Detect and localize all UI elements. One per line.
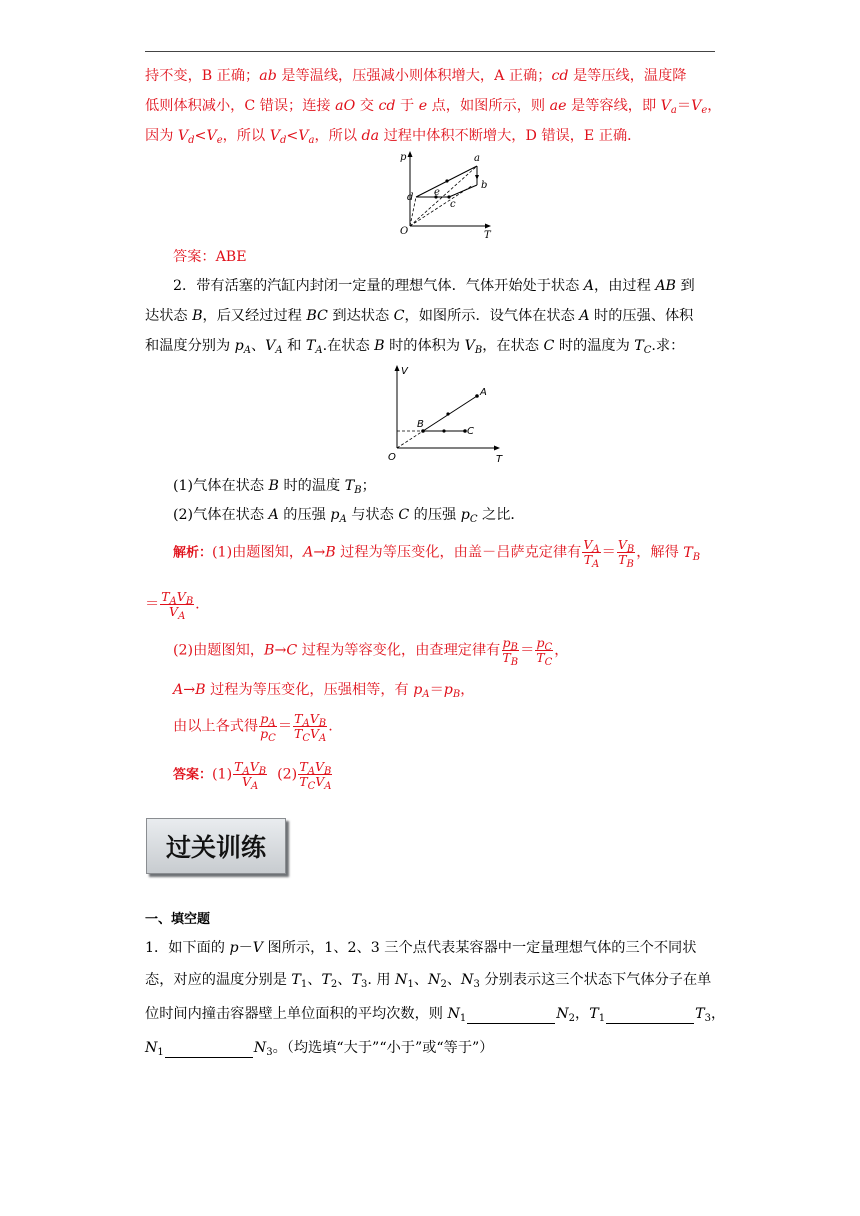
origin-label: O — [400, 226, 409, 237]
part-heading: 一、填空题 — [145, 912, 211, 927]
blank-1[interactable] — [467, 1009, 555, 1024]
prev-solution-line-3: 因为 $V_d<V_e$，所以 $V_d<V_a$，所以 da 过程中体积不断增大，D 错误，E 正确． — [145, 128, 642, 146]
origin-label: O — [388, 452, 396, 463]
prev-solution-line-1: 持不变，B 正确；ab 是等温线，压强减小则体积增大，A 正确；cd 是等压线，温度降 — [145, 68, 687, 84]
q1-line-1: 1．如下面的 p－V 图所示，1、2、3 三个点代表某容器中一定量理想气体的三个不同状 — [145, 940, 697, 956]
blank-3[interactable] — [165, 1043, 253, 1058]
q1-line-3: 位时间内撞击容器壁上单位面积的平均次数，则 $N_1$ $N_2$，$T_1$ $T_3$， — [145, 1006, 726, 1024]
point-label-B: B — [417, 419, 424, 430]
prev-answer: 答案：ABE — [173, 249, 247, 265]
point-label-C: C — [467, 426, 474, 437]
blank-2[interactable] — [606, 1009, 694, 1024]
pt-diagram — [392, 148, 502, 240]
q2-sub-2: (2)气体在状态 A 的压强 $p_A$ 与状态 C 的压强 $p_C$ 之比． — [173, 507, 525, 525]
q2-line-3: 和温度分别为 $p_A$、$V_A$ 和 $T_A$.在状态 B 时的体积为 $V_B$，在状态 C 时的温度为 $T_C$.求： — [145, 338, 685, 356]
q1-line-2: 态，对应的温度分别是 $T_1$、$T_2$、$T_3$. 用 $N_1$、$N_2$、$N_3$ 分别表示这三个状态下气体分子在单 — [145, 972, 712, 990]
point-label-A: A — [480, 387, 487, 398]
header-rule — [145, 51, 715, 52]
point-label-d: d — [407, 192, 414, 203]
q2-sub-1: (1)气体在状态 B 时的温度 $T_B$； — [173, 478, 376, 496]
solution-line-3: A→B 过程为等压变化，压强相等，有 $p_A=p_B$， — [173, 682, 475, 700]
solution-line-4: 由以上各式得 $\frac{p_A}{p_C}$ ＝ $\frac{T_AV_B}{T_CV_A}$ . — [173, 711, 333, 744]
q1-line-4: $N_1$ $N_3$。（均选填“大于”“小于”或“等于”） — [145, 1040, 494, 1058]
axis-label-T: T — [496, 454, 503, 465]
q2-line-1: 2．带有活塞的汽缸内封闭一定量的理想气体．气体开始处于状态 A，由过程 AB 到 — [173, 278, 695, 294]
solution-line-1: 解析：(1)由题图知，A→B 过程为等压变化，由盖－吕萨克定律有 $\frac{V_A}{T_A}$ ＝ $\frac{V_B}{T_B}$ ，解得 $T_B$ — [173, 537, 701, 570]
solution-line-2: (2)由题图知，B→C 过程为等容变化，由查理定律有 $\frac{p_B}{T_B}$ ＝ $\frac{p_C}{T_C}$ ， — [173, 635, 569, 668]
axis-label-p: p — [400, 152, 407, 163]
solution-line-1-cont: ＝ $\frac{T_AV_B}{V_A}$ . — [145, 589, 200, 622]
point-label-b: b — [481, 180, 488, 191]
axis-label-V: V — [401, 366, 408, 377]
prev-solution-line-2: 低则体积减小，C 错误；连接 aO 交 cd 于 e 点，如图所示，则 ae 是等容线，即 $V_a=V_e$， — [145, 98, 722, 116]
vt-diagram — [385, 362, 507, 466]
section-title: 过关训练 — [146, 818, 286, 874]
point-label-c: c — [450, 199, 456, 210]
point-label-a: a — [474, 153, 480, 164]
axis-label-T: T — [484, 230, 491, 240]
solution-answer: 答案：(1) $\frac{T_AV_B}{V_A}$ (2) $\frac{T_AV_B}{T_CV_A}$ — [173, 759, 332, 792]
point-label-e: e — [434, 187, 440, 198]
q2-line-2: 达状态 B，后又经过过程 BC 到达状态 C，如图所示．设气体在状态 A 时的压强、体积 — [145, 308, 694, 324]
